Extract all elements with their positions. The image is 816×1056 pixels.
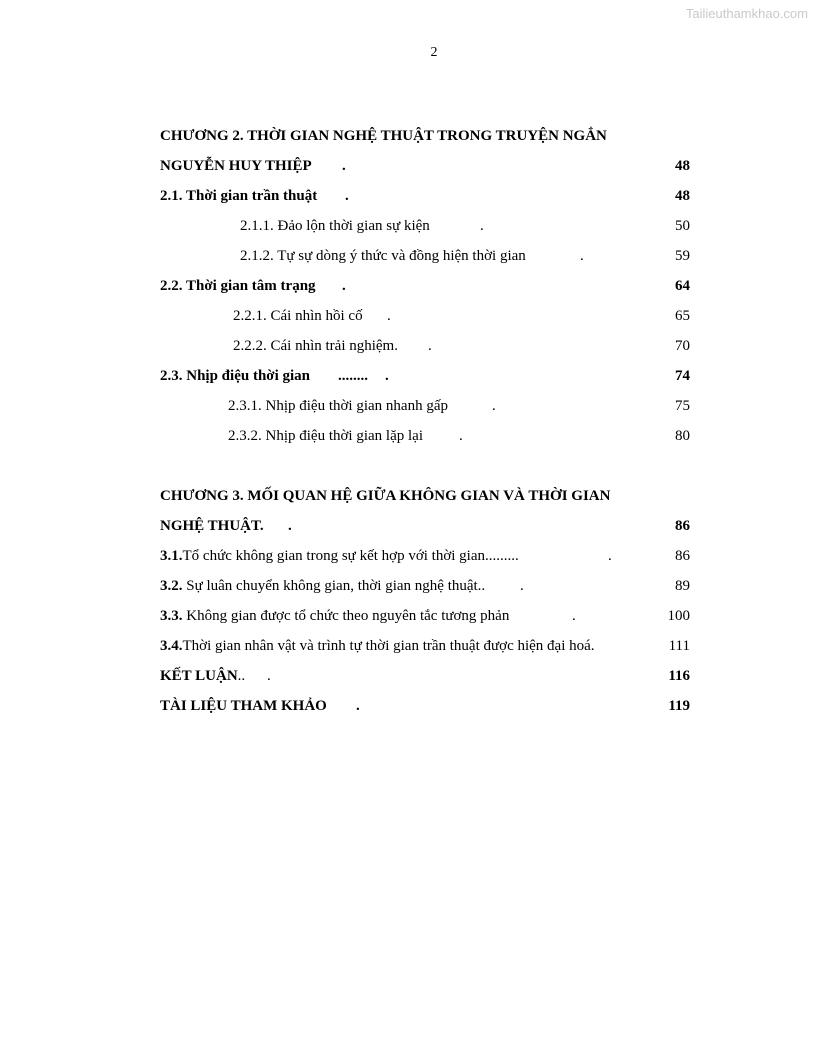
- dot-leader: .: [267, 668, 271, 684]
- dot-leader: .: [520, 578, 524, 594]
- page-number: 2: [430, 45, 438, 60]
- toc-entry: [160, 571, 690, 601]
- toc-page: 74: [675, 368, 690, 384]
- dot-leader: .: [580, 248, 584, 264]
- dot-leader: .: [387, 308, 391, 324]
- toc-label: 2.1. Thời gian trần thuật: [160, 188, 318, 204]
- toc-label: 2.2.1. Cái nhìn hồi cố: [233, 308, 363, 324]
- toc-label: TÀI LIỆU THAM KHẢO: [160, 698, 327, 714]
- toc-entry: [160, 601, 690, 631]
- toc-entry: [160, 511, 690, 541]
- toc-page: 59: [675, 248, 690, 264]
- dot-leader: .: [428, 338, 432, 354]
- toc-label: NGUYỄN HUY THIỆP: [160, 158, 312, 174]
- dot-leader: .: [572, 608, 576, 624]
- toc-entry: [160, 301, 690, 331]
- toc-label: 2.1.2. Tự sự dòng ý thức và đồng hiện thời gian: [240, 248, 526, 264]
- dot-leader: .: [459, 428, 463, 444]
- toc-page: 86: [675, 548, 690, 564]
- toc-number: 3.1.: [160, 548, 183, 564]
- dot-leader: .: [288, 518, 292, 534]
- toc-label: 2.3.2. Nhịp điệu thời gian lặp lại: [228, 428, 423, 444]
- toc-entry: [160, 361, 690, 391]
- toc-page: 119: [668, 698, 690, 714]
- toc-page: 80: [675, 428, 690, 444]
- toc-number: 3.4.: [160, 638, 183, 654]
- toc-page: 89: [675, 578, 690, 594]
- toc-label: Không gian được tổ chức theo nguyên tắc tương phản: [182, 608, 510, 624]
- toc-chapter-2-title: CHƯƠNG 2. THỜI GIAN NGHỆ THUẬT TRONG TRUYỆN NGẮN: [160, 128, 607, 144]
- toc-label: 2.2. Thời gian tâm trạng: [160, 278, 316, 294]
- dot-leader: .: [345, 188, 349, 204]
- dot-leader: .: [342, 158, 346, 174]
- toc-entry: [160, 181, 690, 211]
- toc-page: 116: [668, 668, 690, 684]
- dot-leader: .: [385, 368, 389, 384]
- toc-page: 70: [675, 338, 690, 354]
- watermark: Tailieuthamkhao.com: [685, 6, 808, 21]
- toc-entry: [160, 421, 690, 451]
- dot-leader: .: [608, 548, 612, 564]
- toc-label: 2.3. Nhịp điệu thời gian: [160, 368, 311, 384]
- toc-entry: [160, 541, 690, 571]
- toc-label: NGHỆ THUẬT.: [160, 518, 264, 534]
- dot-leader: .: [342, 278, 346, 294]
- toc-entry: [160, 391, 690, 421]
- toc-label: 2.1.1. Đảo lộn thời gian sự kiện: [240, 218, 430, 234]
- toc-label: Sự luân chuyển không gian, thời gian nghệ thuật..: [182, 578, 486, 594]
- dot-leader: .: [492, 398, 496, 414]
- toc-label: Thời gian nhân vật và trình tự thời gian trần thuật được hiện đại hoá.: [182, 638, 595, 654]
- toc-page: 48: [675, 188, 690, 204]
- table-of-contents: [160, 121, 690, 721]
- toc-extra: .........: [485, 548, 519, 564]
- toc-chapter-3-title: CHƯƠNG 3. MỐI QUAN HỆ GIỮA KHÔNG GIAN VÀ THỜI GIAN: [160, 488, 611, 504]
- toc-page: 75: [675, 398, 690, 414]
- toc-page: 48: [675, 158, 690, 174]
- toc-label: Tổ chức không gian trong sự kết hợp với thời gian: [182, 548, 486, 564]
- dot-leader: .: [480, 218, 484, 234]
- toc-number: 3.3.: [160, 608, 183, 624]
- toc-entry: [160, 661, 690, 691]
- toc-label: 2.3.1. Nhịp điệu thời gian nhanh gấp: [228, 398, 448, 414]
- toc-entry: [160, 331, 690, 361]
- toc-page: 65: [675, 308, 690, 324]
- toc-label: 2.2.2. Cái nhìn trải nghiệm.: [233, 338, 398, 354]
- toc-entry: [160, 271, 690, 301]
- toc-page: 100: [667, 608, 690, 624]
- toc-page: 64: [675, 278, 690, 294]
- toc-page: 111: [668, 638, 690, 654]
- toc-entry: [160, 211, 690, 241]
- toc-label: KẾT LUẬN: [160, 668, 238, 684]
- toc-entry: [160, 691, 690, 721]
- toc-entry: [160, 631, 690, 661]
- dot-leader: .: [356, 698, 360, 714]
- toc-number: 3.2.: [160, 578, 183, 594]
- toc-extra: ........: [338, 368, 368, 384]
- toc-page: 50: [675, 218, 690, 234]
- toc-page: 86: [675, 518, 690, 534]
- toc-entry: [160, 151, 690, 181]
- toc-extra: ..: [237, 668, 246, 684]
- toc-entry: [160, 241, 690, 271]
